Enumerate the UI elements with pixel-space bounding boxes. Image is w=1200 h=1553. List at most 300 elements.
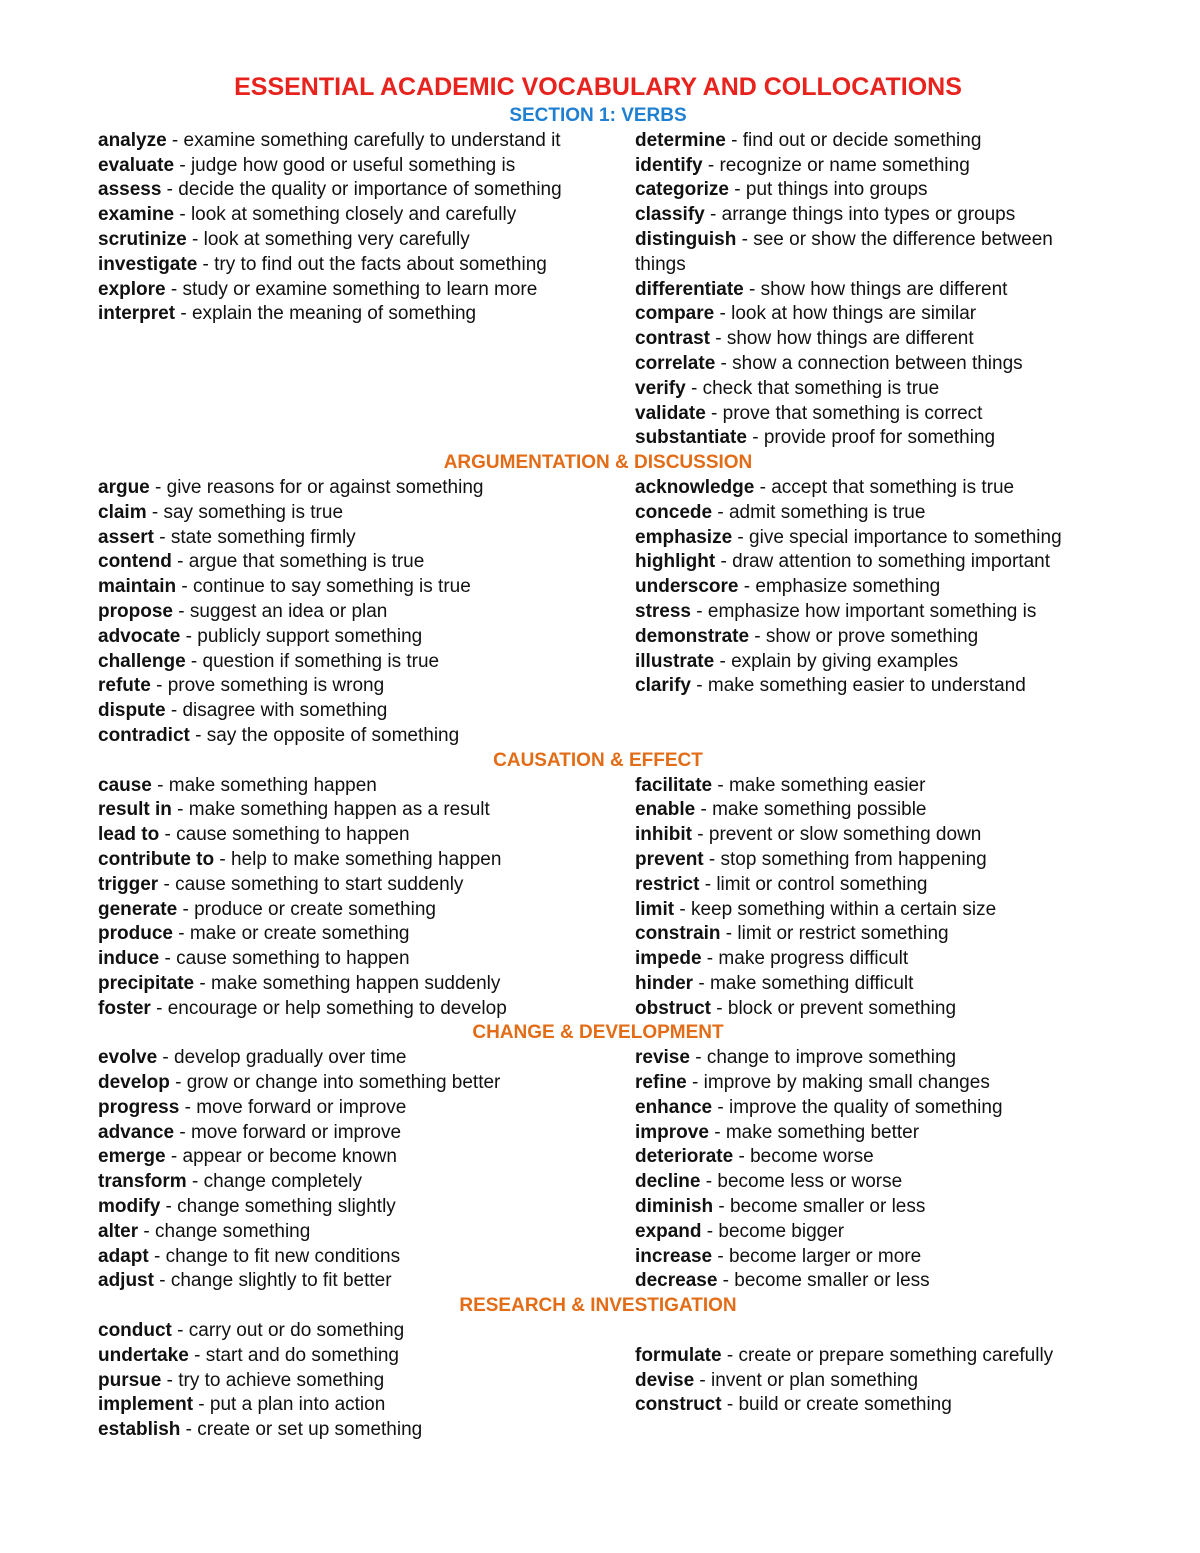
term-separator: - [733,1146,751,1168]
vocab-definition: appear or become known [182,1146,397,1168]
vocab-definition: recognize or name something [719,154,970,176]
vocab-entry [635,997,1098,1022]
vocab-entry [98,129,635,154]
vocab-term: facilitate [635,774,713,796]
term-separator: - [701,1220,719,1242]
vocab-definition: produce or create something [194,898,436,920]
blank-line [635,1319,1098,1344]
vocab-term: stress [635,600,691,622]
term-separator: - [715,352,733,374]
vocab-entry [635,476,1098,501]
vocab-term: diminish [635,1196,714,1218]
vocab-definition: create or set up something [197,1419,423,1441]
vocab-term: emphasize [635,526,733,548]
vocab-term: result in [98,799,172,821]
sections-container [98,104,1098,1443]
vocab-term: pursue [98,1369,162,1391]
vocab-entry [635,972,1098,997]
vocab-entry [98,228,635,253]
vocab-definition: prove that something is correct [722,402,983,424]
vocab-definition: try to find out the facts about something [214,253,547,275]
vocab-entry [635,327,1098,352]
term-separator: - [148,1245,166,1267]
vocab-definition: invent or plan something [711,1369,919,1391]
vocab-definition: encourage or help something to develop [167,997,507,1019]
term-separator: - [166,129,184,151]
vocab-entry [98,997,635,1022]
vocab-definition: limit or restrict something [737,923,949,945]
vocab-definition: argue that something is true [188,551,425,573]
term-separator: - [177,898,195,920]
vocab-entry [98,1121,635,1146]
vocab-term: explore [98,278,166,300]
vocab-term: lead to [98,824,160,846]
vocab-entry [98,774,635,799]
vocab-term: evaluate [98,154,175,176]
vocab-definition: cause something to start suddenly [175,873,464,895]
term-separator: - [150,675,168,697]
vocab-entry [98,1071,635,1096]
vocab-definition: change completely [203,1171,363,1193]
term-separator: - [708,1121,726,1143]
vocab-definition: grow or change into something better [186,1072,501,1094]
vocab-definition: become smaller or less [730,1196,926,1218]
term-separator: - [728,179,746,201]
term-separator: - [159,948,177,970]
term-separator: - [686,1072,704,1094]
term-separator: - [189,724,207,746]
vocab-entry [635,1071,1098,1096]
vocab-definition: change something [155,1220,311,1242]
vocab-definition: try to achieve something [178,1369,385,1391]
vocab-definition: create or prepare something carefully [738,1344,1054,1366]
vocab-definition: put things into groups [745,179,928,201]
vocab-definition: show a connection between things [732,352,1023,374]
vocab-definition: prove something is wrong [167,675,385,697]
vocab-term: verify [635,377,686,399]
term-separator: - [175,303,192,325]
vocab-entry [635,550,1098,575]
term-separator: - [709,328,727,350]
vocab-term: establish [98,1419,181,1441]
vocab-entry [635,600,1098,625]
vocab-definition: become worse [750,1146,874,1168]
vocab-term: adapt [98,1245,149,1267]
vocab-entry [635,501,1098,526]
term-separator: - [700,1171,718,1193]
vocab-term: prevent [635,848,704,870]
vocab-entry [635,575,1098,600]
right-column [635,1319,1098,1443]
vocab-entry [98,1393,635,1418]
vocab-term: impede [635,948,702,970]
term-separator: - [153,1270,171,1292]
vocab-definition: find out or decide something [742,129,982,151]
vocab-term: correlate [635,352,716,374]
vocab-entry [98,526,635,551]
term-separator: - [186,1171,204,1193]
vocab-definition: move forward or improve [196,1096,407,1118]
vocab-entry [635,798,1098,823]
right-column [635,129,1098,451]
term-separator: - [185,650,203,672]
vocab-entry [635,1145,1098,1170]
vocab-definition: state something firmly [170,526,356,548]
term-separator: - [150,997,168,1019]
term-separator: - [714,303,732,325]
vocab-term: devise [635,1369,695,1391]
vocab-definition: see or show the difference between things [635,228,1053,275]
vocab-entry [635,1393,1098,1418]
vocab-entry [98,650,635,675]
vocab-term: classify [635,204,705,226]
vocab-term: refute [98,675,151,697]
vocab-definition: arrange things into types or groups [721,204,1016,226]
vocab-term: illustrate [635,650,715,672]
vocab-definition: become bigger [718,1220,845,1242]
vocab-entry [98,674,635,699]
vocab-entry [635,1369,1098,1394]
vocab-definition: decide the quality or importance of something [178,179,562,201]
term-separator: - [180,625,198,647]
left-column [98,129,635,451]
vocab-definition: suggest an idea or plan [189,600,388,622]
vocab-term: contribute to [98,848,215,870]
vocab-term: validate [635,402,706,424]
term-separator: - [702,154,720,176]
vocab-entry [98,798,635,823]
vocab-term: dispute [98,700,166,722]
vocab-entry [98,253,635,278]
term-separator: - [180,1419,198,1441]
vocab-term: inhibit [635,824,692,846]
term-separator: - [154,526,171,548]
vocab-entry [635,898,1098,923]
section-heading: SECTION 1: VERBS [509,105,687,126]
vocab-entry [98,1319,635,1344]
vocab-entry [98,550,635,575]
vocab-term: restrict [635,873,700,895]
term-separator: - [715,551,733,573]
term-separator: - [158,873,176,895]
vocab-definition: stop something from happening [720,848,987,870]
vocab-entry [98,1245,635,1270]
vocab-term: adjust [98,1270,154,1292]
vocab-entry [98,947,635,972]
vocab-term: revise [635,1047,690,1069]
vocab-term: constrain [635,923,721,945]
vocab-entry [635,426,1098,451]
section-heading: RESEARCH & INVESTIGATION [459,1295,737,1317]
term-separator: - [694,1369,712,1391]
term-separator: - [699,873,717,895]
vocab-entry [635,1096,1098,1121]
term-separator: - [161,179,179,201]
section-columns [98,476,1098,749]
section-heading: CAUSATION & EFFECT [493,749,703,771]
vocab-entry [98,154,635,179]
term-separator: - [146,501,164,523]
vocab-definition: say something is true [163,501,344,523]
vocab-term: formulate [635,1344,722,1366]
vocab-definition: show how things are different [760,278,1008,300]
term-separator: - [705,402,723,424]
vocab-definition: give special importance to something [749,526,1062,548]
term-separator: - [197,253,215,275]
left-column [98,774,635,1022]
vocab-entry [635,178,1098,203]
vocab-entry [635,848,1098,873]
vocab-entry [98,1046,635,1071]
vocab-entry [635,1220,1098,1245]
term-separator: - [704,204,722,226]
vocab-definition: check that something is true [702,377,940,399]
vocab-definition: disagree with something [182,700,388,722]
vocab-term: modify [98,1196,161,1218]
term-separator: - [754,476,772,498]
vocab-definition: limit or control something [716,873,928,895]
term-separator: - [214,848,231,870]
vocab-term: differentiate [635,278,744,300]
vocab-definition: prevent or slow something down [708,824,982,846]
right-column [635,476,1098,749]
vocab-entry [98,302,635,327]
vocab-term: precipitate [98,972,195,994]
vocab-term: identify [635,154,703,176]
vocab-entry [98,575,635,600]
vocab-term: generate [98,898,178,920]
vocab-term: claim [98,501,147,523]
vocab-definition: judge how good or useful something is [190,154,516,176]
vocab-entry [98,600,635,625]
vocab-entry [635,1269,1098,1294]
term-separator: - [712,501,729,523]
vocab-entry [635,1170,1098,1195]
vocab-entry [98,476,635,501]
vocab-entry [98,501,635,526]
term-separator: - [171,551,189,573]
vocab-term: interpret [98,303,176,325]
vocab-term: concede [635,501,713,523]
term-separator: - [674,898,691,920]
term-separator: - [693,972,710,994]
vocab-term: clarify [635,675,691,697]
vocab-definition: build or create something [738,1394,952,1416]
term-separator: - [717,1270,735,1292]
vocab-entry [635,1046,1098,1071]
term-separator: - [172,600,190,622]
vocab-entry [98,972,635,997]
vocab-term: challenge [98,650,186,672]
term-separator: - [151,774,169,796]
vocab-entry [98,873,635,898]
vocab-entry [635,352,1098,377]
vocab-definition: continue to say something is true [193,576,471,598]
vocab-term: distinguish [635,228,737,250]
vocab-definition: question if something is true [202,650,440,672]
vocab-definition: draw attention to something important [732,551,1050,573]
vocab-entry [98,1220,635,1245]
vocab-term: assess [98,179,162,201]
term-separator: - [174,154,191,176]
vocab-term: hinder [635,972,694,994]
vocab-term: highlight [635,551,716,573]
term-separator: - [712,1245,730,1267]
vocab-term: decline [635,1171,701,1193]
vocab-term: transform [98,1171,187,1193]
vocab-term: analyze [98,129,167,151]
vocab-entry [98,1096,635,1121]
term-separator: - [160,1196,178,1218]
vocab-term: advocate [98,625,181,647]
vocab-entry [635,650,1098,675]
vocab-entry [635,1245,1098,1270]
vocab-definition: study or examine something to learn more [182,278,538,300]
section-columns [98,129,1098,451]
term-separator: - [161,1369,179,1391]
vocab-entry [98,1344,635,1369]
vocab-definition: put a plan into action [209,1394,386,1416]
vocab-term: enhance [635,1096,713,1118]
term-separator: - [732,526,750,548]
vocab-entry [98,823,635,848]
vocab-entry [98,1418,635,1443]
vocab-term: acknowledge [635,476,755,498]
vocab-entry [98,203,635,228]
vocab-definition: give reasons for or against something [166,476,484,498]
vocab-term: deteriorate [635,1146,734,1168]
vocab-entry [635,154,1098,179]
term-separator: - [712,774,729,796]
vocab-entry [98,848,635,873]
vocab-entry [635,947,1098,972]
vocab-term: contradict [98,724,190,746]
vocab-term: obstruct [635,997,711,1019]
term-separator: - [713,1196,731,1218]
vocab-term: cause [98,774,152,796]
vocab-term: undertake [98,1344,189,1366]
vocab-definition: make something happen as a result [188,799,490,821]
vocab-term: produce [98,923,173,945]
term-separator: - [691,824,709,846]
term-separator: - [690,675,708,697]
section-columns [98,774,1098,1022]
vocab-term: scrutinize [98,228,187,250]
section-columns [98,1319,1098,1443]
term-separator: - [703,848,721,870]
vocab-definition: make or create something [189,923,410,945]
vocab-term: evolve [98,1047,158,1069]
term-separator: - [171,799,189,821]
vocab-definition: help to make something happen [231,848,502,870]
term-separator: - [149,476,167,498]
vocab-term: advance [98,1121,175,1143]
vocab-entry [635,402,1098,427]
term-separator: - [712,1096,729,1118]
vocab-entry [635,203,1098,228]
vocab-term: increase [635,1245,713,1267]
vocab-term: decrease [635,1270,718,1292]
vocab-term: compare [635,303,715,325]
vocab-definition: keep something within a certain size [690,898,997,920]
vocab-term: emerge [98,1146,166,1168]
vocab-entry [98,1170,635,1195]
left-column [98,476,635,749]
term-separator: - [176,576,194,598]
term-separator: - [721,1394,739,1416]
vocab-term: improve [635,1121,709,1143]
section-heading: ARGUMENTATION & DISCUSSION [443,452,753,474]
vocab-definition: start and do something [205,1344,399,1366]
vocab-term: underscore [635,576,739,598]
vocab-term: propose [98,600,173,622]
term-separator: - [138,1220,156,1242]
term-separator: - [721,1344,739,1366]
term-separator: - [157,1047,175,1069]
term-separator: - [171,1320,189,1342]
vocab-entry [635,922,1098,947]
left-column [98,1319,635,1443]
vocab-term: enable [635,799,696,821]
vocab-definition: emphasize something [755,576,941,598]
vocab-definition: make something happen [168,774,377,796]
vocab-entry [635,1195,1098,1220]
vocab-term: construct [635,1394,722,1416]
term-separator: - [720,923,738,945]
term-separator: - [174,1121,191,1143]
vocab-definition: explain the meaning of something [191,303,477,325]
vocab-entry [98,699,635,724]
vocab-definition: become less or worse [717,1171,903,1193]
vocab-term: substantiate [635,427,747,449]
vocab-definition: show or prove something [765,625,979,647]
vocab-entry [635,625,1098,650]
vocab-term: maintain [98,576,177,598]
vocab-term: examine [98,204,175,226]
vocab-term: implement [98,1394,194,1416]
vocab-entry [635,674,1098,699]
term-separator: - [738,576,756,598]
term-separator: - [701,948,719,970]
term-separator: - [188,1344,206,1366]
vocab-definition: examine something carefully to understand it [183,129,561,151]
vocab-entry [635,129,1098,154]
vocab-definition: say the opposite of something [206,724,460,746]
vocab-definition: look at something closely and carefully [190,204,517,226]
vocab-term: expand [635,1220,702,1242]
vocab-entry [98,922,635,947]
document-page [98,70,1098,1443]
document-title: ESSENTIAL ACADEMIC VOCABULARY AND COLLOCATIONS [234,73,962,101]
vocab-entry [98,898,635,923]
vocab-definition: make something difficult [709,972,914,994]
vocab-term: contrast [635,328,710,350]
vocab-definition: change to fit new conditions [165,1245,401,1267]
vocab-term: develop [98,1072,170,1094]
vocab-definition: improve by making small changes [703,1072,990,1094]
vocab-term: foster [98,997,151,1019]
vocab-term: investigate [98,253,198,275]
term-separator: - [749,625,766,647]
left-column [98,1046,635,1294]
vocab-definition: accept that something is true [771,476,1015,498]
term-separator: - [172,923,190,945]
term-separator: - [186,228,204,250]
vocab-term: induce [98,948,160,970]
vocab-definition: make progress difficult [718,948,909,970]
vocab-entry [98,1369,635,1394]
vocab-entry [98,1195,635,1220]
